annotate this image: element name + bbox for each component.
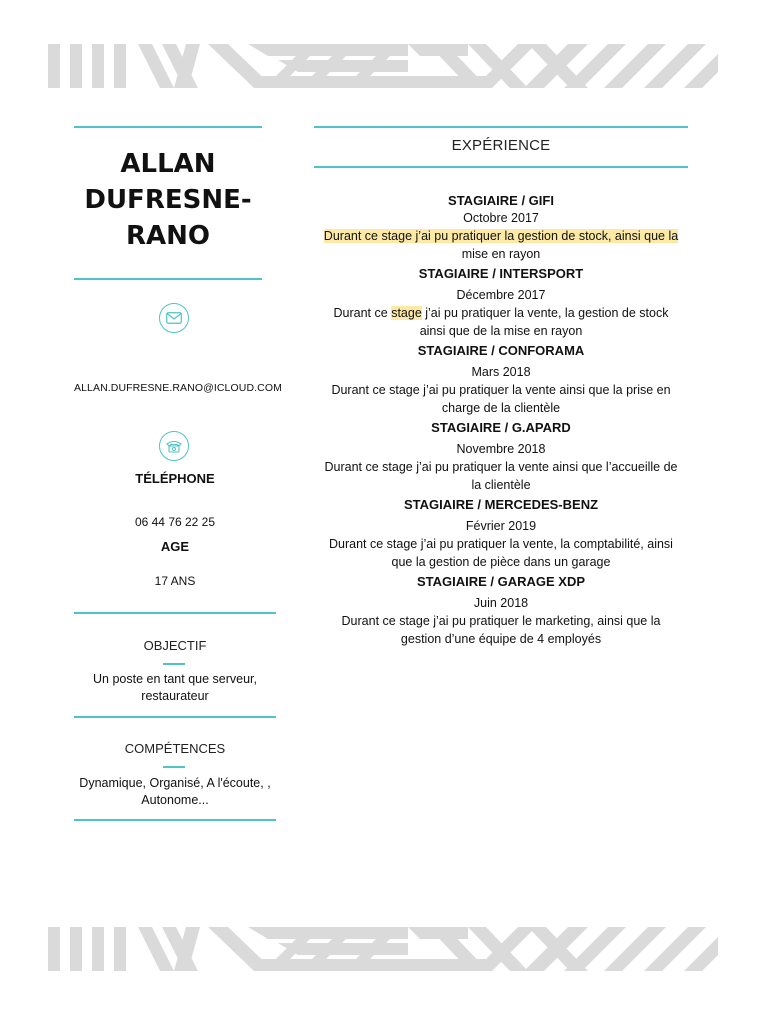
phone-label: TÉLÉPHONE — [135, 471, 215, 486]
skills-line-1: Dynamique, Organisé, A l'écoute, , — [79, 776, 271, 790]
job-entry — [314, 419, 688, 494]
left-objective-divider — [74, 716, 276, 718]
decorative-stripe-band-top — [48, 44, 718, 88]
job-entry — [314, 342, 688, 417]
objective-line-2: restaurateur — [141, 689, 209, 703]
job-title: STAGIAIRE / G.APARD — [431, 420, 571, 435]
skills-text — [74, 775, 276, 809]
objective-text — [74, 671, 276, 705]
job-description-line-1: Durant ce stage j’ai pu pratiquer le marketing, ainsi que la — [341, 614, 661, 628]
name-line-1: ALLAN — [120, 149, 216, 179]
job-title: STAGIAIRE / CONFORAMA — [417, 343, 585, 358]
left-contact-divider — [74, 612, 276, 614]
skills-line-2: Autonome... — [141, 793, 209, 807]
objective-title: OBJECTIF — [143, 638, 207, 653]
age-value: 17 ANS — [154, 574, 196, 588]
job-title: STAGIAIRE / INTERSPORT — [418, 266, 584, 281]
job-description-line-1 — [314, 304, 688, 322]
candidate-name — [74, 146, 262, 254]
job-entry — [314, 192, 688, 263]
right-title-divider — [314, 166, 688, 168]
job-description-line-1: Durant ce stage j’ai pu pratiquer la vente ainsi que l’accueille de — [324, 460, 678, 474]
job-description-line-2: mise en rayon — [461, 247, 541, 261]
telephone-icon — [159, 431, 189, 461]
job-date: Octobre 2017 — [463, 211, 539, 225]
job-entry — [314, 573, 688, 648]
skills-title: COMPÉTENCES — [124, 741, 226, 756]
job-title: STAGIAIRE / MERCEDES-BENZ — [403, 497, 599, 512]
left-name-divider — [74, 278, 262, 280]
name-line-3: RANO — [125, 221, 210, 251]
objective-accent-bar — [163, 663, 185, 665]
job-date: Mars 2018 — [471, 365, 531, 379]
phone-number[interactable]: 06 44 76 22 25 — [134, 515, 216, 529]
age-label: AGE — [160, 539, 190, 554]
job-date: Février 2019 — [465, 519, 537, 533]
job-description-highlighted: Durant ce stage j’ai pu pratiquer la gestion de stock, ainsi que la — [323, 229, 679, 243]
job-description-line-2: gestion d’une équipe de 4 employés — [400, 632, 602, 646]
decorative-stripe-band-bottom — [48, 927, 718, 971]
job-description-line-2: que la gestion de pièce dans un garage — [391, 555, 611, 569]
job-date: Novembre 2018 — [456, 442, 546, 456]
right-top-divider — [314, 126, 688, 128]
left-skills-divider — [74, 819, 276, 821]
job-title: STAGIAIRE / GARAGE XDP — [416, 574, 586, 589]
job-date: Juin 2018 — [473, 596, 529, 610]
job-date: Décembre 2017 — [456, 288, 546, 302]
job-entry — [314, 496, 688, 571]
job-title: STAGIAIRE / GIFI — [448, 193, 554, 208]
job-description-line-2: ainsi que de la mise en rayon — [419, 324, 583, 338]
name-line-2: DUFRESNE- — [84, 185, 252, 215]
job-description-line-1: Durant ce stage j’ai pu pratiquer la vente, la comptabilité, ainsi — [329, 537, 673, 551]
job-description-line-1: Durant ce stage j’ai pu pratiquer la vente ainsi que la prise en — [331, 383, 671, 397]
job-description-line-2: la clientèle — [471, 478, 531, 492]
job-entry — [314, 265, 688, 340]
skills-accent-bar — [163, 766, 185, 768]
job-desc-part: Durant ce — [333, 306, 392, 320]
objective-line-1: Un poste en tant que serveur, — [93, 672, 257, 686]
left-top-divider — [74, 126, 262, 128]
envelope-icon — [159, 303, 189, 333]
job-desc-part: j’ai pu pratiquer la vente, la gestion de stock — [421, 306, 669, 320]
highlighted-word: stage — [391, 306, 422, 320]
experience-title: EXPÉRIENCE — [451, 137, 551, 154]
job-description-line-2: charge de la clientèle — [441, 401, 561, 415]
email-address[interactable]: ALLAN.DUFRESNE.RANO@ICLOUD.COM — [74, 382, 282, 394]
